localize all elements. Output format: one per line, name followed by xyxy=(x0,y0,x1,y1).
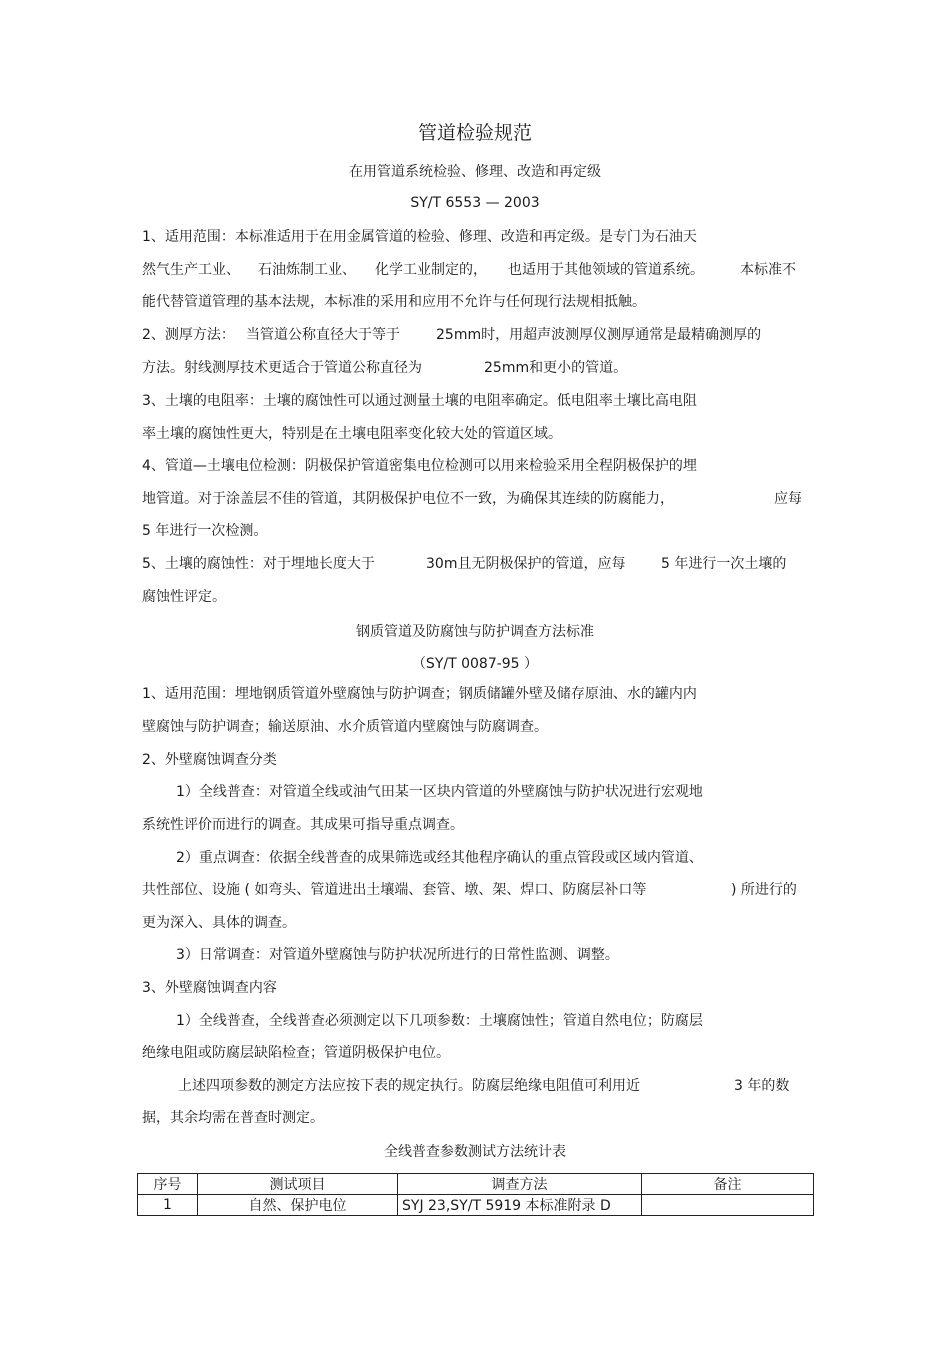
paragraph-segment: 地管道。对于涂盖层不佳的管道，其阴极保护电位不一致，为确保其连续的防腐能力， xyxy=(142,491,674,507)
paragraph-segment: 2、测厚方法： xyxy=(142,327,235,343)
header-cell-item: 测试项目 xyxy=(198,1174,398,1195)
test-method-table xyxy=(137,1173,814,1216)
paragraph-line: 更为深入、具体的调查。 xyxy=(142,915,296,931)
paragraph-line: 1）全线普查：对管道全线或油气田某一区块内管道的外壁腐蚀与防护状况进行宏观地 xyxy=(176,784,703,800)
table-row xyxy=(138,1195,814,1216)
paragraph-line: 5 年进行一次检测。 xyxy=(142,523,268,539)
paragraph-segment: 25mm时，用超声波测厚仪测厚通常是最精确测厚的 xyxy=(436,327,762,343)
document-subtitle: 在用管道系统检验、修理、改造和再定级 xyxy=(349,164,601,180)
paragraph-segment: 也适用于其他领域的管道系统。 xyxy=(508,262,704,278)
paragraph-line: 2）重点调查：依据全线普查的成果筛选或经其他程序确认的重点管段或区域内管道、 xyxy=(176,850,703,866)
table-cell xyxy=(642,1195,814,1216)
table-header-row xyxy=(138,1174,814,1195)
paragraph-line: 率土壤的腐蚀性更大，特别是在土壤电阻率变化较大处的管道区域。 xyxy=(142,426,562,442)
paragraph-line: 3、外壁腐蚀调查内容 xyxy=(142,980,277,996)
header-cell-index: 序号 xyxy=(138,1174,198,1195)
standard-number: （SY/T 0087-95 ） xyxy=(411,656,539,672)
paragraph-line: 3、土壤的电阻率：土壤的腐蚀性可以通过测量土壤的电阻率确定。低电阻率土壤比高电阻 xyxy=(142,393,697,409)
document-title: 管道检验规范 xyxy=(417,122,532,144)
paragraph-line: 壁腐蚀与防护调查；输送原油、水介质管道内壁腐蚀与防腐调查。 xyxy=(142,719,548,735)
paragraph-segment: 方法。射线测厚技术更适合于管道公称直径为 xyxy=(142,360,422,376)
paragraph-segment: 3 年的数 xyxy=(734,1078,790,1094)
paragraph-line: 3）日常调查：对管道外壁腐蚀与防护状况所进行的日常性监测、调整。 xyxy=(176,947,619,963)
header-cell-remark: 备注 xyxy=(642,1174,814,1195)
paragraph-line: 腐蚀性评定。 xyxy=(142,589,226,605)
paragraph-segment: 石油炼制工业、 xyxy=(258,262,356,278)
paragraph-segment: 当管道公称直径大于等于 xyxy=(246,327,400,343)
paragraph-segment: 化学工业制定的， xyxy=(375,262,487,278)
table-cell: SYJ 23,SY/T 5919 本标准附录 D xyxy=(398,1195,642,1216)
standard-number: SY/T 6553 — 2003 xyxy=(410,195,540,211)
paragraph-line: 1、适用范围：本标准适用于在用金属管道的检验、修理、改造和再定级。是专门为石油天 xyxy=(142,229,697,245)
table-title: 全线普查参数测试方法统计表 xyxy=(384,1144,566,1160)
paragraph-line: 2、外壁腐蚀调查分类 xyxy=(142,752,277,768)
paragraph-line: 据，其余均需在普查时测定。 xyxy=(142,1110,324,1126)
table-cell: 1 xyxy=(138,1195,198,1216)
paragraph-segment: 共性部位、设施 ( 如弯头、管道进出土壤端、套管、墩、架、焊口、防腐层补口等 xyxy=(142,882,647,898)
paragraph-segment: 上述四项参数的测定方法应按下表的规定执行。防腐层绝缘电阻值可利用近 xyxy=(178,1078,640,1094)
paragraph-line: 1）全线普查，全线普查必须测定以下几项参数：土壤腐蚀性；管道自然电位；防腐层 xyxy=(176,1013,703,1029)
paragraph-segment: 25mm和更小的管道。 xyxy=(484,360,628,376)
paragraph-segment: 30m且无阴极保护的管道，应每 xyxy=(426,556,626,572)
table-cell: 自然、保护电位 xyxy=(198,1195,398,1216)
paragraph-line: 1、适用范围：埋地钢质管道外壁腐蚀与防护调查；钢质储罐外壁及储存原油、水的罐内内 xyxy=(142,686,697,702)
section-title: 钢质管道及防腐蚀与防护调查方法标准 xyxy=(356,624,594,640)
paragraph-line: 系统性评价而进行的调查。其成果可指导重点调查。 xyxy=(142,817,464,833)
paragraph-line: 绝缘电阻或防腐层缺陷检查；管道阴极保护电位。 xyxy=(142,1045,450,1061)
header-cell-method: 调查方法 xyxy=(398,1174,642,1195)
paragraph-segment: 然气生产工业、 xyxy=(142,262,240,278)
paragraph-line: 能代替管道管理的基本法规，本标准的采用和应用不允许与任何现行法规相抵触。 xyxy=(142,294,646,310)
paragraph-line: 4、管道—土壤电位检测：阴极保护管道密集电位检测可以用来检验采用全程阴极保护的埋 xyxy=(142,458,697,474)
paragraph-segment: 5 年进行一次土壤的 xyxy=(661,556,787,572)
paragraph-segment: 应每 xyxy=(774,491,802,507)
paragraph-segment: 5、土壤的腐蚀性：对于埋地长度大于 xyxy=(142,556,375,572)
paragraph-segment: ) 所进行的 xyxy=(731,882,797,898)
paragraph-segment: 本标准不 xyxy=(740,262,796,278)
